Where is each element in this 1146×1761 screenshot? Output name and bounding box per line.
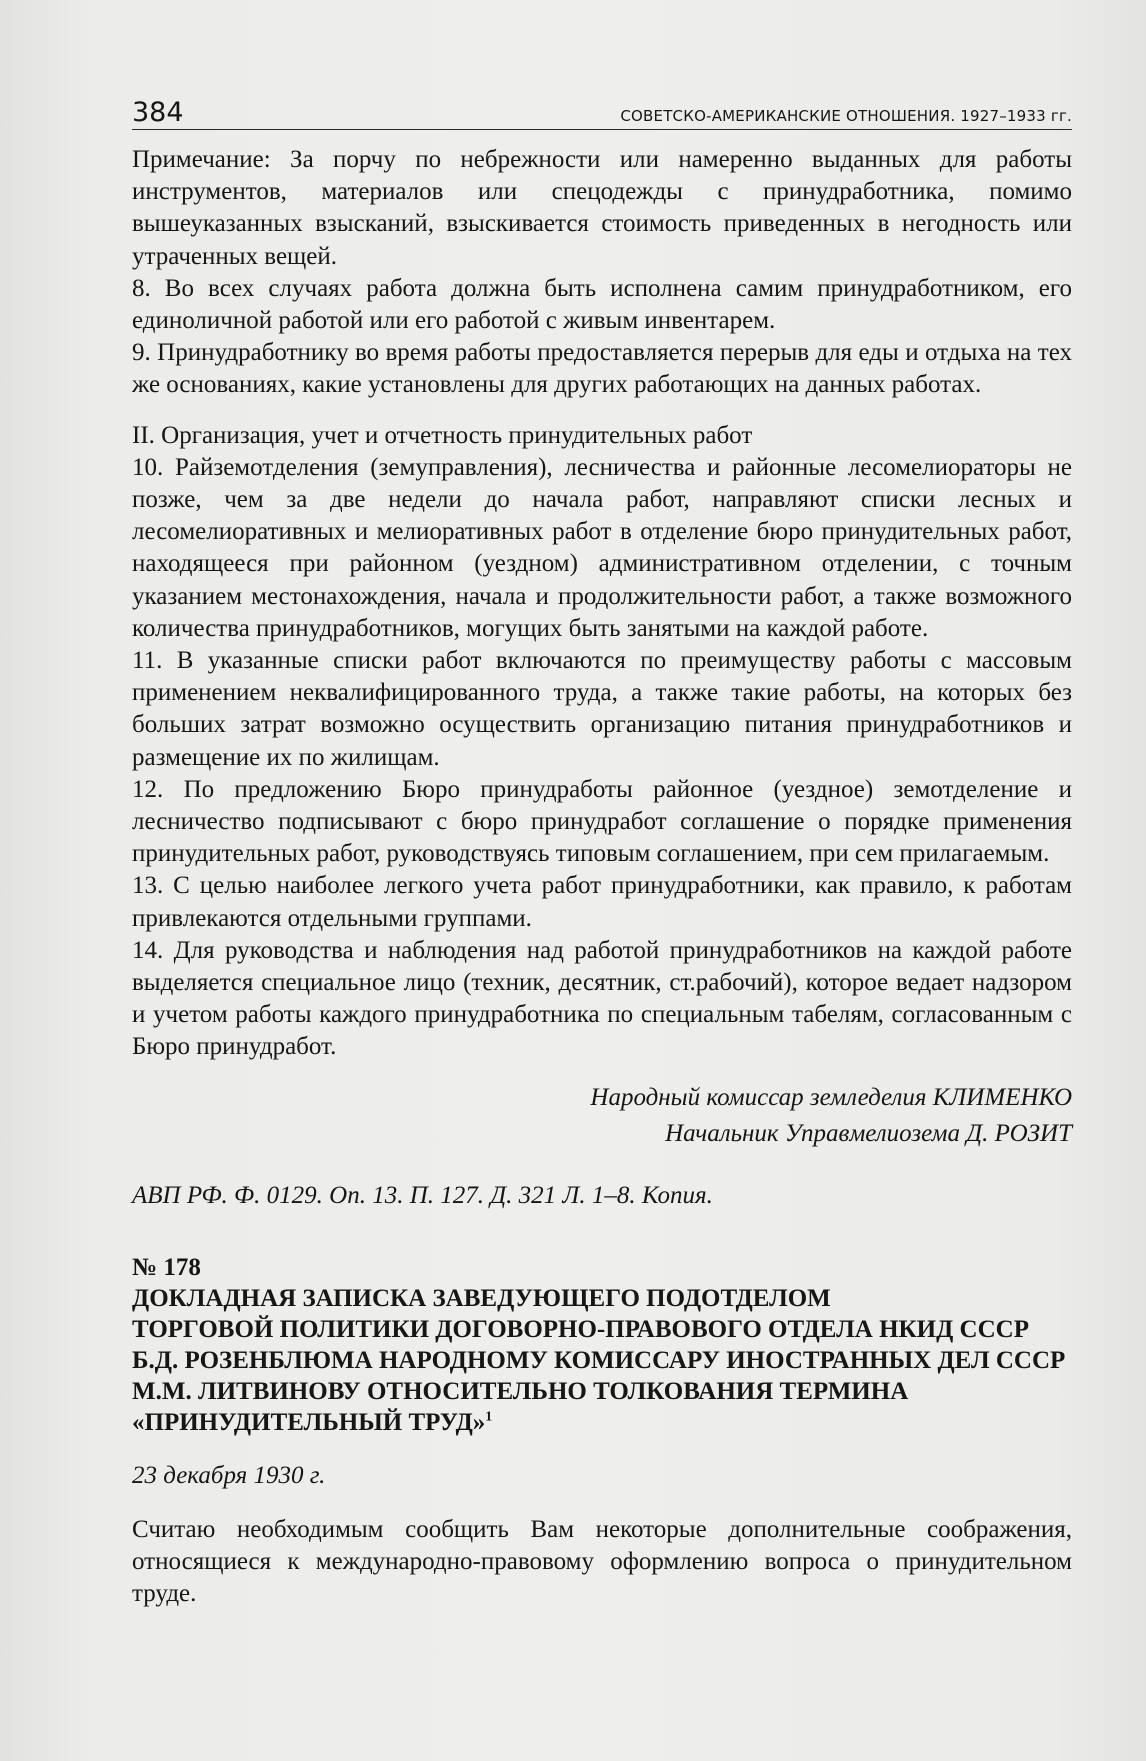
paragraph-10: 10. Райземотделения (земуправления), лесничества и районные лесомелиораторы не позже, чем за две недели до начала работ, направляют списки лесных и лесомелиоративных и мелиоративных работ в отделение бюро принудительных работ, находящееся при районном (уездном) административном отделении, с точным указанием местонахождения, начала и продолжительности работ, а также возможного количества принудработников, могущих быть занятыми на каждой работе.	[132, 453, 1072, 642]
running-header-title: СОВЕТСКО-АМЕРИКАНСКИЕ ОТНОШЕНИЯ. 1927–1933 гг.	[620, 107, 1072, 125]
section-heading: II. Организация, учет и отчетность принудительных работ	[132, 421, 753, 449]
page-content	[132, 92, 1072, 1610]
body-text	[132, 144, 1072, 1064]
paragraph-9: 9. Принудработнику во время работы предоставляется перерыв для еды и отдыха на тех же основаниях, какие установлены для других работающих на данных работах.	[132, 339, 1072, 399]
document-title-line: М.М. ЛИТВИНОВУ ОТНОСИТЕЛЬНО ТОЛКОВАНИЯ ТЕРМИНА	[132, 1377, 909, 1405]
document-title-line: Б.Д. РОЗЕНБЛЮМА НАРОДНОМУ КОМИССАРУ ИНОСТРАННЫХ ДЕЛ СССР	[132, 1346, 1066, 1374]
signature-block	[132, 1080, 1072, 1152]
paragraph-11: 11. В указанные списки работ включаются по преимуществу работы с массовым применением неквалифицированного труда, а также такие работы, на которых без больших затрат возможно осуществить организацию питания принудработников и размещение их по жилищам.	[132, 647, 1072, 771]
page-number: 384	[132, 97, 184, 128]
document-title-text: «ПРИНУДИТЕЛЬНЫЙ ТРУД»	[132, 1408, 486, 1436]
document-title	[132, 1283, 1072, 1438]
paragraph-13: 13. С целью наиболее легкого учета работ принудработники, как правило, к работам привлекаются отдельными группами.	[132, 872, 1072, 932]
footnote-marker: 1	[485, 1409, 493, 1425]
paragraph-14: 14. Для руководства и наблюдения над работой принудработников на каждой работе выделяется специальное лицо (техник, десятник, ст.рабочий), которое ведает надзором и учетом работы каждого принудработника по специальным табелям, согласованным с Бюро принудработ.	[132, 936, 1072, 1061]
signature-commissar: Народный комиссар земледелия КЛИМЕНКО	[590, 1083, 1072, 1111]
signature-chief: Начальник Управмелиозема Д. РОЗИТ	[665, 1119, 1072, 1147]
document-date: 23 декабря 1930 г.	[132, 1461, 326, 1489]
paragraph-8: 8. Во всех случаях работа должна быть исполнена самим принудработником, его единоличной работой или его работой с живым инвентарем.	[132, 274, 1072, 335]
document-title-line-last	[132, 1407, 1072, 1438]
note-paragraph: Примечание: За порчу по небрежности или намеренно выданных для работы инструментов, материалов или спецодежды с принудработника, помимо вышеуказанных взысканий, взыскивается стоимость приведенных в негодность или утраченных вещей.	[132, 146, 1072, 270]
document-title-line: ТОРГОВОЙ ПОЛИТИКИ ДОГОВОРНО-ПРАВОВОГО ОТДЕЛА НКИД СССР	[132, 1315, 1029, 1343]
paragraph-12: 12. По предложению Бюро принудработы районное (уездное) земотделение и лесничество подписывают с бюро принудработ соглашение о порядке применения принудительных работ, руководствуясь типовым соглашением, при сем прилагаемым.	[132, 775, 1072, 868]
document-number: № 178	[132, 1253, 201, 1281]
letter-opening: Считаю необходимым сообщить Вам некоторые дополнительные соображения, относящиеся к международно-правовому оформлению вопроса о принудительном труде.	[132, 1515, 1072, 1608]
running-header	[132, 92, 1072, 130]
archive-reference: АВП РФ. Ф. 0129. Оп. 13. П. 127. Д. 321 Л. 1–8. Копия.	[132, 1181, 713, 1209]
document-title-line: ДОКЛАДНАЯ ЗАПИСКА ЗАВЕДУЮЩЕГО ПОДОТДЕЛОМ	[132, 1284, 831, 1312]
